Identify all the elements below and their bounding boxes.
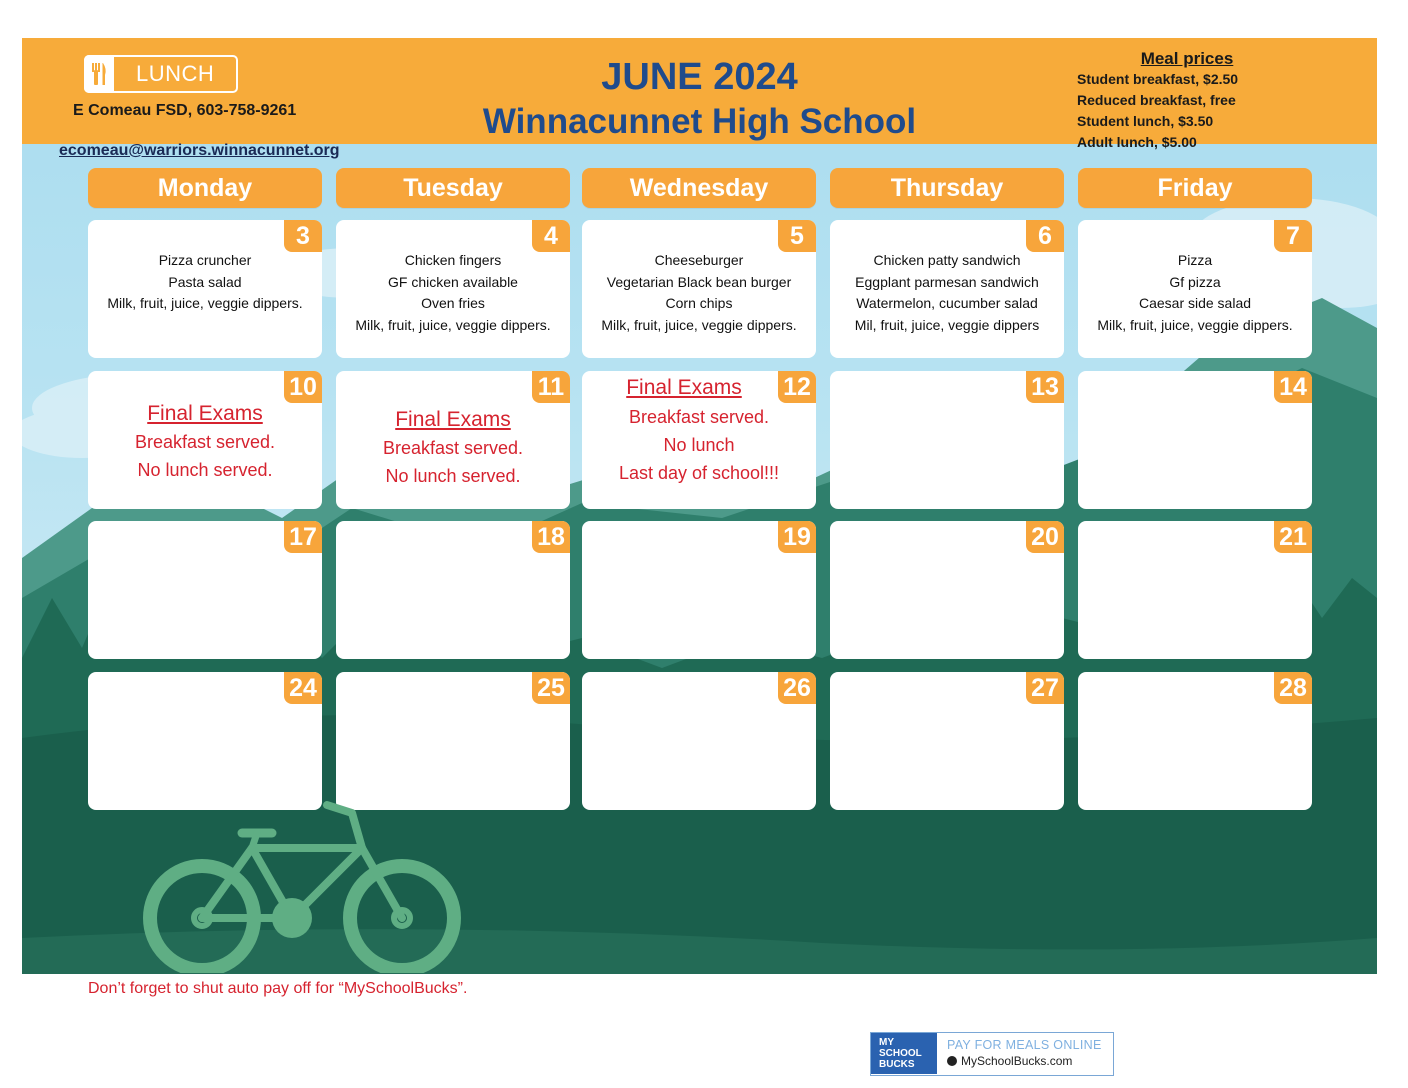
menu-item: Vegetarian Black bean burger <box>606 273 792 290</box>
exam-title: Final Exams <box>626 376 742 399</box>
menu-item: Mil, fruit, juice, veggie dippers <box>854 316 1040 333</box>
site-row <box>947 1054 1102 1068</box>
day-cell <box>1078 521 1312 659</box>
day-cell <box>88 672 322 810</box>
menu-item: Milk, fruit, juice, veggie dippers. <box>107 295 303 311</box>
exam-title: Final Exams <box>147 402 263 425</box>
exam-line: Breakfast served. <box>628 407 770 427</box>
site-label: MySchoolBucks.com <box>961 1054 1073 1068</box>
date-badge: 4 <box>532 220 570 252</box>
day-cell <box>582 521 816 659</box>
date-badge: 27 <box>1026 672 1064 704</box>
menu-item: Pasta salad <box>168 273 242 290</box>
day-cell <box>336 521 570 659</box>
contact-info: E Comeau FSD, 603-758-9261 <box>73 102 297 119</box>
date-badge: 12 <box>778 371 816 403</box>
menu-item: Caesar side salad <box>1138 295 1252 311</box>
menu-items <box>340 250 566 336</box>
title-block <box>472 38 927 144</box>
date-badge: 6 <box>1026 220 1064 252</box>
exam-line: Breakfast served. <box>134 432 276 452</box>
price-item: Student lunch, $3.50 <box>1077 113 1214 129</box>
day-header-friday: Friday <box>1078 168 1312 208</box>
date-badge: 18 <box>532 521 570 553</box>
exam-notice <box>340 406 566 490</box>
date-badge: 17 <box>284 521 322 553</box>
day-cell <box>88 521 322 659</box>
meal-prices-title: Meal prices <box>1140 49 1234 68</box>
logo-line: MY <box>879 1037 894 1048</box>
exam-line: No lunch <box>663 435 735 455</box>
menu-item: Gf pizza <box>1169 273 1221 290</box>
month-title: JUNE 2024 <box>601 56 798 98</box>
day-cell <box>830 371 1064 509</box>
meal-prices <box>1077 48 1307 153</box>
date-badge: 3 <box>284 220 322 252</box>
menu-item: Milk, fruit, juice, veggie dippers. <box>1097 316 1293 333</box>
lunch-logo-label: LUNCH <box>136 61 215 86</box>
menu-item: Milk, fruit, juice, veggie dippers. <box>355 316 551 333</box>
myschoolbucks-logo <box>871 1033 937 1074</box>
menu-item: GF chicken available <box>388 273 518 290</box>
day-cell <box>336 220 570 358</box>
date-badge: 11 <box>532 371 570 403</box>
menu-items <box>92 250 318 315</box>
menu-items <box>1082 250 1308 336</box>
info-dot-icon <box>947 1056 957 1066</box>
date-badge: 14 <box>1274 371 1312 403</box>
date-badge: 21 <box>1274 521 1312 553</box>
menu-item: Oven fries <box>421 295 485 311</box>
date-badge: 10 <box>284 371 322 403</box>
day-cell <box>830 672 1064 810</box>
day-header-monday: Monday <box>88 168 322 208</box>
pay-online-label: PAY FOR MEALS ONLINE <box>947 1038 1102 1052</box>
menu-item: Pizza <box>1177 252 1213 268</box>
day-header-thursday: Thursday <box>830 168 1064 208</box>
day-header-tuesday: Tuesday <box>336 168 570 208</box>
day-cell <box>336 672 570 810</box>
exam-notice <box>92 400 318 484</box>
calendar-poster <box>22 38 1377 974</box>
school-title: Winnacunnet High School <box>482 102 917 141</box>
day-cell <box>1078 672 1312 810</box>
price-item: Adult lunch, $5.00 <box>1077 134 1197 150</box>
day-cell <box>830 521 1064 659</box>
menu-item: Cheeseburger <box>654 252 744 268</box>
day-cell <box>88 220 322 358</box>
menu-item: Milk, fruit, juice, veggie dippers. <box>601 316 797 333</box>
day-cell <box>88 371 322 509</box>
logo-line: SCHOOL <box>879 1048 922 1059</box>
date-badge: 5 <box>778 220 816 252</box>
day-cell <box>336 371 570 509</box>
date-badge: 24 <box>284 672 322 704</box>
day-cell <box>830 220 1064 358</box>
exam-notice-lines <box>586 403 812 487</box>
menu-item: Pizza cruncher <box>158 252 252 268</box>
lunch-logo <box>84 55 238 93</box>
day-cell <box>582 672 816 810</box>
menu-item: Chicken fingers <box>404 252 502 268</box>
myschoolbucks-badge[interactable] <box>870 1032 1114 1076</box>
date-badge: 28 <box>1274 672 1312 704</box>
exam-notice <box>592 374 776 402</box>
date-badge: 20 <box>1026 521 1064 553</box>
date-badge: 25 <box>532 672 570 704</box>
date-badge: 19 <box>778 521 816 553</box>
exam-title: Final Exams <box>395 408 511 431</box>
exam-line: Last day of school!!! <box>618 463 780 483</box>
menu-items <box>834 250 1060 336</box>
fork-knife-icon <box>84 55 114 93</box>
price-item: Reduced breakfast, free <box>1077 92 1236 108</box>
logo-line: BUCKS <box>879 1059 915 1070</box>
date-badge: 13 <box>1026 371 1064 403</box>
exam-line: No lunch served. <box>137 460 273 480</box>
myschoolbucks-text <box>937 1033 1102 1075</box>
autopay-reminder: Don’t forget to shut auto pay off for “MySchoolBucks”. <box>88 980 468 997</box>
menu-item: Watermelon, cucumber salad <box>856 295 1038 311</box>
day-header-wednesday: Wednesday <box>582 168 816 208</box>
bicycle-illustration <box>132 793 482 973</box>
day-cell <box>582 220 816 358</box>
exam-line: Breakfast served. <box>382 438 524 458</box>
date-badge: 7 <box>1274 220 1312 252</box>
price-item: Student breakfast, $2.50 <box>1077 71 1239 87</box>
menu-items <box>586 250 812 336</box>
menu-item: Chicken patty sandwich <box>873 252 1021 268</box>
menu-item: Corn chips <box>665 295 733 311</box>
day-cell <box>1078 220 1312 358</box>
day-cell <box>582 371 816 509</box>
date-badge: 26 <box>778 672 816 704</box>
day-cell <box>1078 371 1312 509</box>
email-link[interactable]: ecomeau@warriors.winnacunnet.org <box>59 142 340 159</box>
menu-item: Eggplant parmesan sandwich <box>855 273 1039 290</box>
exam-line: No lunch served. <box>385 466 521 486</box>
